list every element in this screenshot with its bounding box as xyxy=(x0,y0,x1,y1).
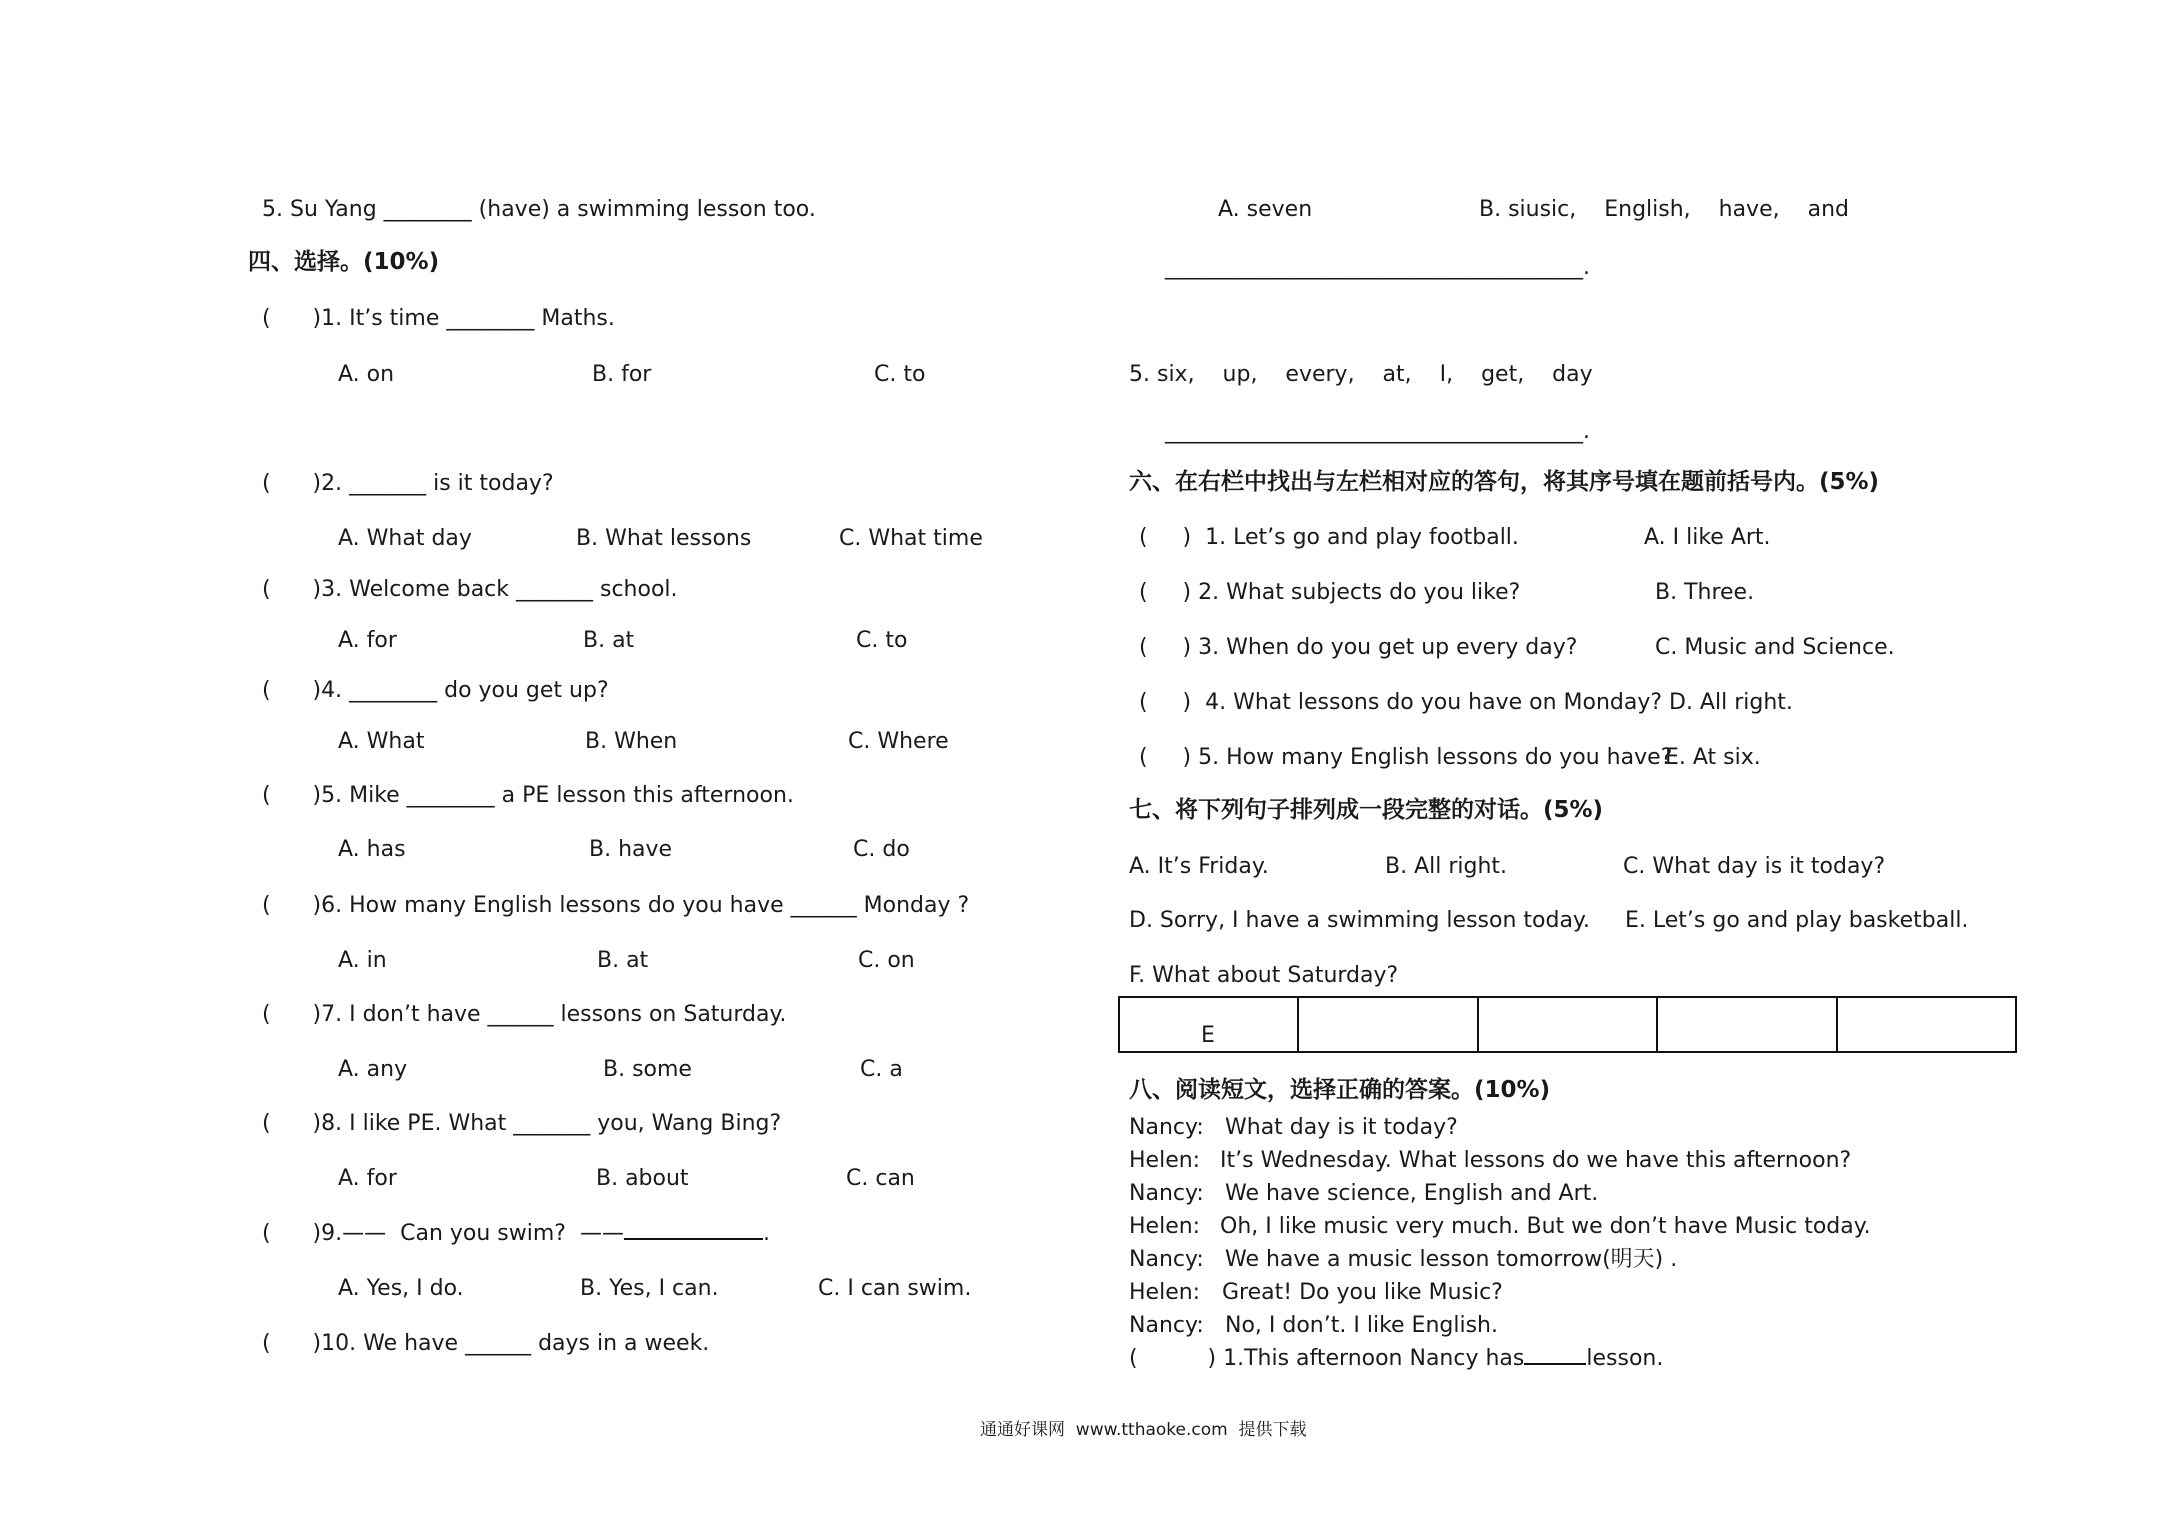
choice-question-7: ( )7. I don’t have ______ lessons on Saturday. xyxy=(262,1002,787,1027)
q10-option-b: B. siusic, English, have, and xyxy=(1479,197,1849,222)
dialog-option-e: E. Let’s go and play basketball. xyxy=(1625,908,1969,933)
answer-line-5: ______________________________________. xyxy=(1165,419,1590,444)
order-cell-3[interactable] xyxy=(1478,997,1657,1052)
match-right-c: C. Music and Science. xyxy=(1655,635,1895,660)
q9-period: . xyxy=(762,1221,770,1246)
q4-option-c: C. Where xyxy=(848,729,949,754)
order-question-5: 5. six, up, every, at, I, get, day xyxy=(1129,362,1593,387)
q9-option-a: A. Yes, I do. xyxy=(338,1276,464,1301)
q9-option-b: B. Yes, I can. xyxy=(580,1276,719,1301)
choice-question-8: ( )8. I like PE. What _______ you, Wang Bing? xyxy=(262,1111,782,1136)
section-4-title: 四、选择。(10%) xyxy=(248,249,440,275)
q9-prompt: ( )9.—— Can you swim? —— xyxy=(262,1221,624,1246)
q6-option-c: C. on xyxy=(858,948,915,973)
q2-option-a: A. What day xyxy=(338,526,472,551)
q6-option-a: A. in xyxy=(338,948,387,973)
reading-speaker: Nancy: xyxy=(1129,1247,1204,1272)
q3-option-c: C. to xyxy=(856,628,908,653)
q9-answer-blank xyxy=(624,1238,763,1240)
q1-option-b: B. for xyxy=(592,362,652,387)
reading-line: It’s Wednesday. What lessons do we have this afternoon? xyxy=(1220,1148,1852,1173)
reading-line: No, I don’t. I like English. xyxy=(1225,1313,1498,1338)
q8-option-b: B. about xyxy=(596,1166,689,1191)
reading-speaker: Nancy: xyxy=(1129,1181,1204,1206)
reading-question-1: ( ) 1.This afternoon Nancy has lesson. xyxy=(1129,1346,1664,1371)
q2-option-c: C. What time xyxy=(839,526,983,551)
order-cell-1[interactable] xyxy=(1119,997,1298,1052)
dialog-option-c: C. What day is it today? xyxy=(1623,854,1886,879)
order-cell-5[interactable] xyxy=(1837,997,2016,1052)
section-8-title: 八、阅读短文，选择正确的答案。(10%) xyxy=(1129,1077,1551,1103)
choice-question-3: ( )3. Welcome back _______ school. xyxy=(262,577,678,602)
q4-option-a: A. What xyxy=(338,729,425,754)
choice-question-2: ( )2. _______ is it today? xyxy=(262,471,554,496)
match-right-e: E. At six. xyxy=(1665,745,1761,770)
fill-question-5: 5. Su Yang ________ (have) a swimming lesson too. xyxy=(262,197,816,222)
choice-question-9 xyxy=(262,1220,770,1248)
match-left-1: ( ) 1. Let’s go and play football. xyxy=(1139,525,1519,550)
choice-question-1: ( )1. It’s time ________ Maths. xyxy=(262,306,615,331)
q2-option-b: B. What lessons xyxy=(576,526,752,551)
q5-option-c: C. do xyxy=(853,837,910,862)
q1-option-a: A. on xyxy=(338,362,395,387)
reading-line: Great! Do you like Music? xyxy=(1222,1280,1503,1305)
dialog-option-b: B. All right. xyxy=(1385,854,1508,879)
q9-option-c: C. I can swim. xyxy=(818,1276,972,1301)
reading-q1-blank xyxy=(1524,1363,1586,1365)
order-cell-2[interactable] xyxy=(1298,997,1477,1052)
choice-question-10: ( )10. We have ______ days in a week. xyxy=(262,1331,710,1356)
reading-speaker: Helen: xyxy=(1129,1214,1201,1239)
choice-question-4: ( )4. ________ do you get up? xyxy=(262,678,609,703)
reading-line: What day is it today? xyxy=(1225,1115,1458,1140)
q7-option-a: A. any xyxy=(338,1057,408,1082)
footer-credit: 通通好课网 www.tthaoke.com 提供下载 xyxy=(980,1420,1307,1440)
section-7-title: 七、将下列句子排列成一段完整的对话。(5%) xyxy=(1129,797,1604,823)
order-cell-4[interactable] xyxy=(1657,997,1836,1052)
q7-option-b: B. some xyxy=(603,1057,692,1082)
reading-speaker: Helen: xyxy=(1129,1148,1201,1173)
reading-speaker: Nancy: xyxy=(1129,1115,1204,1140)
section-6-title: 六、在右栏中找出与左栏相对应的答句，将其序号填在题前括号内。(5%) xyxy=(1129,469,1880,495)
q5-option-b: B. have xyxy=(589,837,673,862)
q5-option-a: A. has xyxy=(338,837,406,862)
order-cell-1-value: E xyxy=(1201,1023,1215,1048)
match-left-3: ( ) 3. When do you get up every day? xyxy=(1139,635,1578,660)
match-right-b: B. Three. xyxy=(1655,580,1755,605)
reading-speaker: Nancy: xyxy=(1129,1313,1204,1338)
match-left-2: ( ) 2. What subjects do you like? xyxy=(1139,580,1521,605)
dialog-order-table xyxy=(1118,996,2017,1053)
match-right-d: D. All right. xyxy=(1669,690,1793,715)
choice-question-6: ( )6. How many English lessons do you have ______ Monday ? xyxy=(262,893,970,918)
q3-option-b: B. at xyxy=(583,628,635,653)
dialog-option-d: D. Sorry, I have a swimming lesson today. xyxy=(1129,908,1590,933)
answer-line-4: ______________________________________. xyxy=(1165,255,1590,280)
q7-option-c: C. a xyxy=(860,1057,903,1082)
reading-line: We have a music lesson tomorrow(明天) . xyxy=(1225,1247,1678,1272)
dialog-option-f: F. What about Saturday? xyxy=(1129,963,1399,988)
q10-option-a: A. seven xyxy=(1218,197,1313,222)
match-left-5: ( ) 5. How many English lessons do you have? xyxy=(1139,745,1673,770)
dialog-option-a: A. It’s Friday. xyxy=(1129,854,1269,879)
reading-line: Oh, I like music very much. But we don’t have Music today. xyxy=(1220,1214,1871,1239)
q1-option-c: C. to xyxy=(874,362,926,387)
q4-option-b: B. When xyxy=(585,729,678,754)
q8-option-c: C. can xyxy=(846,1166,915,1191)
match-left-4: ( ) 4. What lessons do you have on Monday? xyxy=(1139,690,1663,715)
q6-option-b: B. at xyxy=(597,948,649,973)
reading-speaker: Helen: xyxy=(1129,1280,1201,1305)
q3-option-a: A. for xyxy=(338,628,397,653)
reading-line: We have science, English and Art. xyxy=(1225,1181,1599,1206)
q8-option-a: A. for xyxy=(338,1166,397,1191)
choice-question-5: ( )5. Mike ________ a PE lesson this afternoon. xyxy=(262,783,794,808)
match-right-a: A. I like Art. xyxy=(1644,525,1771,550)
